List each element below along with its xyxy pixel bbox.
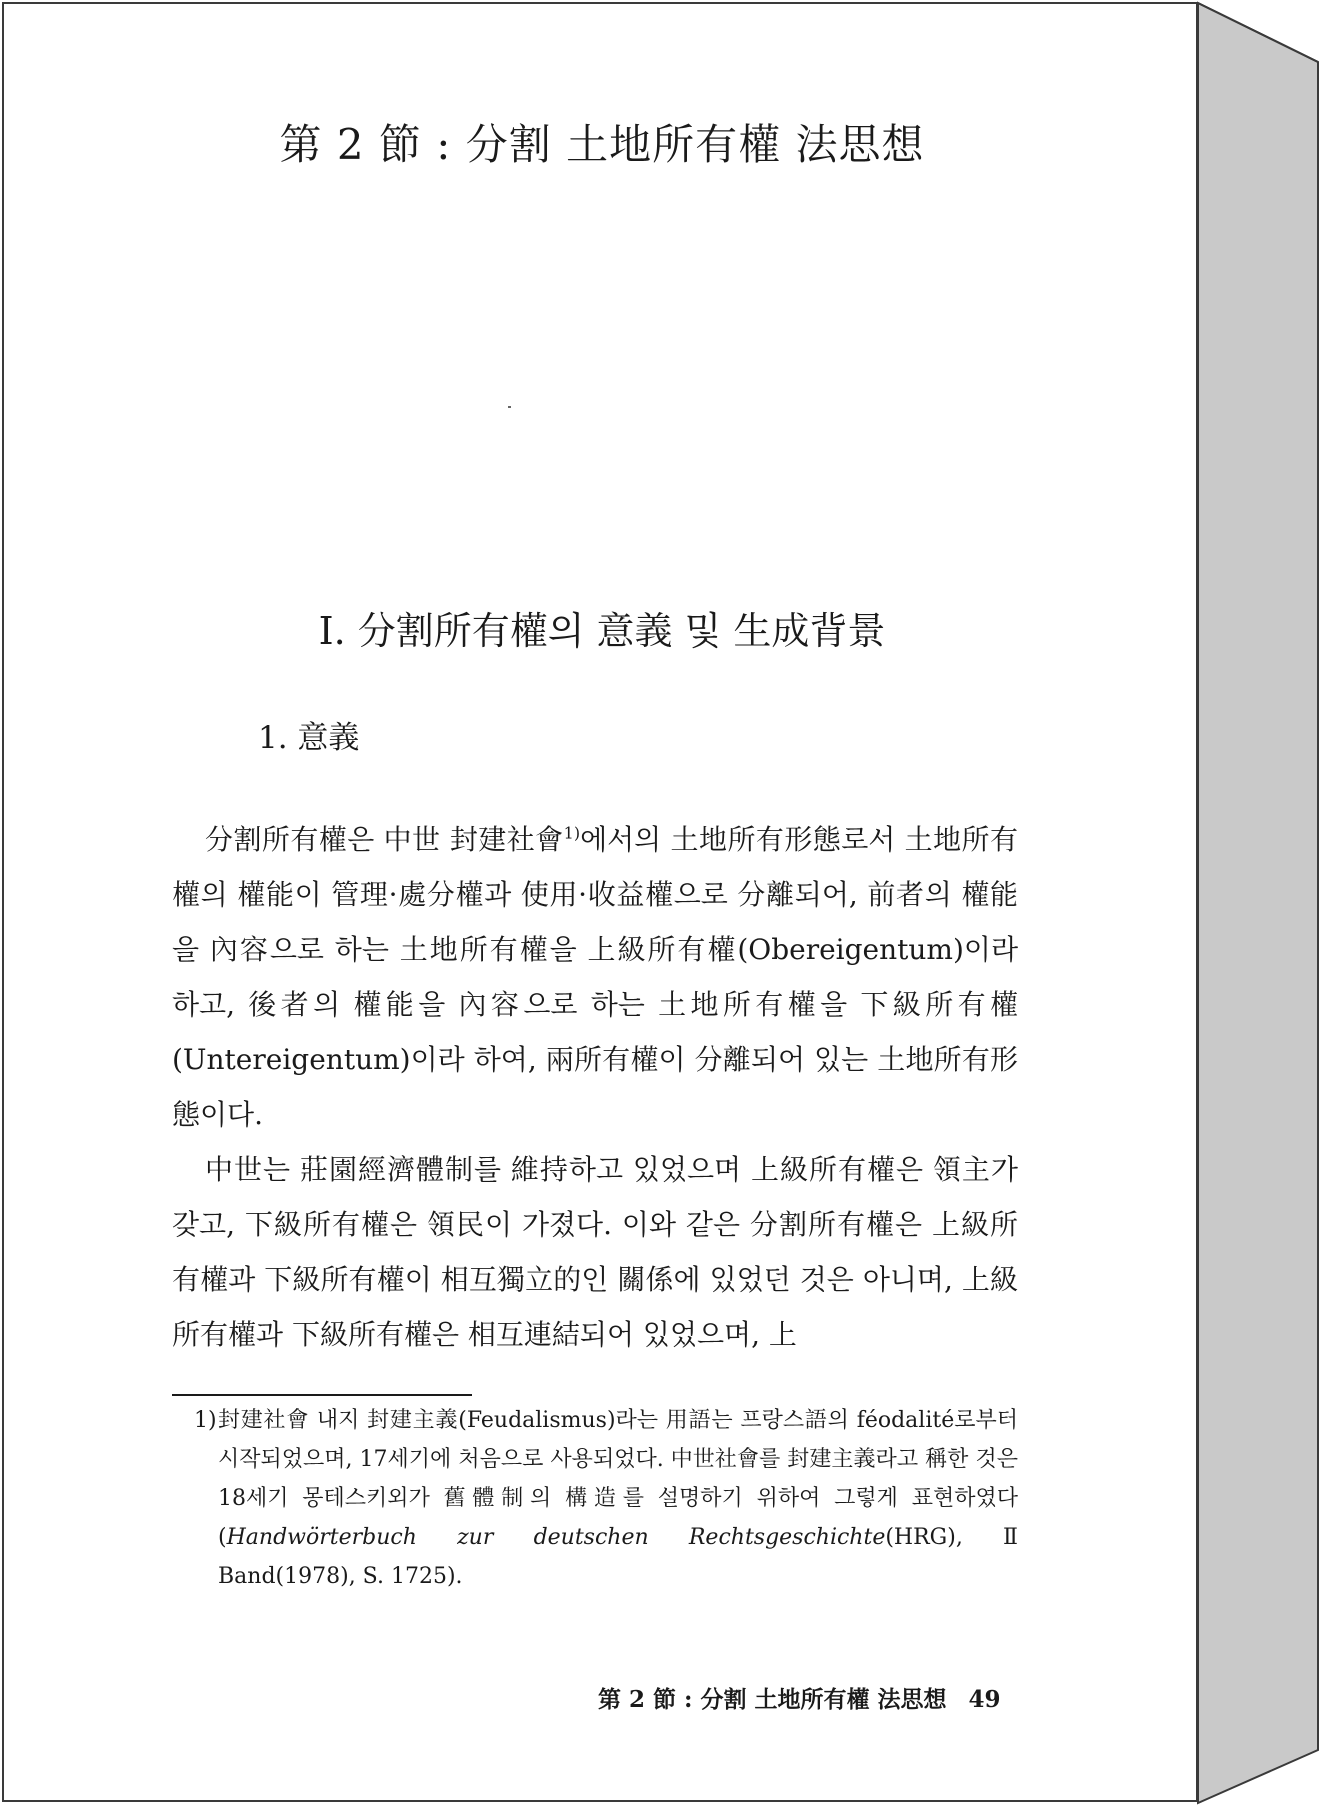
paragraph-1-rest: 에서의 土地所有形態로서 土地所有權의 權能이 管理·處分權과 使用·收益權으로 分離되어, 前者의 權能을 內容으로 하는 土地所有權을 上級所有權(Obereigentum)이라 하고, 後者의 權能을 內容으로 하는 土地所有權을 下級所有權(Untereigentum)이라 하여, 兩所有權이 分離되어 있는 土地所有形態이다. — [172, 823, 1018, 1131]
footnote-text-part2: (HRG), Ⅱ Band(1978), S. 1725). — [218, 1525, 1018, 1589]
paragraph-1 — [172, 812, 1018, 1142]
stray-mark — [508, 406, 511, 408]
body-text — [172, 812, 1018, 1362]
section-heading: Ⅰ. 分割所有權의 意義 및 生成背景 — [318, 609, 886, 653]
footnote — [194, 1401, 1018, 1596]
footnote-number: 1) — [194, 1408, 217, 1433]
book-page — [2, 2, 1198, 1802]
paragraph-2: 中世는 莊園經濟體制를 維持하고 있었으며 上級所有權은 領主가 갖고, 下級所有權은 領民이 가졌다. 이와 같은 分割所有權은 上級所有權과 下級所有權이 相互獨立的인 關係에 있었던 것은 아니며, 上級所有權과 下級所有權은 相互連結되어 있었으며, 上 — [172, 1153, 1018, 1351]
footnote-divider — [172, 1394, 472, 1396]
footnote-reference[interactable]: 1) — [563, 823, 581, 843]
paragraph-1-start: 分割所有權은 中世 封建社會 — [205, 823, 564, 856]
chapter-title: 第 2 節 : 分割 土地所有權 法思想 — [279, 120, 925, 169]
footnote-text-part1: 封建社會 내지 封建主義(Feudalismus)라는 用語는 프랑스語의 féodalité로부터 시작되었으며, 17세기에 처음으로 사용되었다. 中世社會를 封建主義라고 稱한 것은 18세기 몽테스키외가 舊體制의 構造를 설명하기 위하여 그렇게 표현하였다( — [218, 1408, 1018, 1550]
footnote-body — [194, 1401, 1018, 1596]
subsection-heading: 1. 意義 — [258, 720, 360, 756]
page-number: 49 — [968, 1686, 1001, 1713]
footnote-source-title: Handwörterbuch zur deutschen Rechtsgeschichte — [226, 1525, 886, 1550]
running-footer-title: 第 2 節 : 分割 土地所有權 法思想 — [598, 1686, 947, 1713]
running-footer — [598, 1681, 1001, 1714]
